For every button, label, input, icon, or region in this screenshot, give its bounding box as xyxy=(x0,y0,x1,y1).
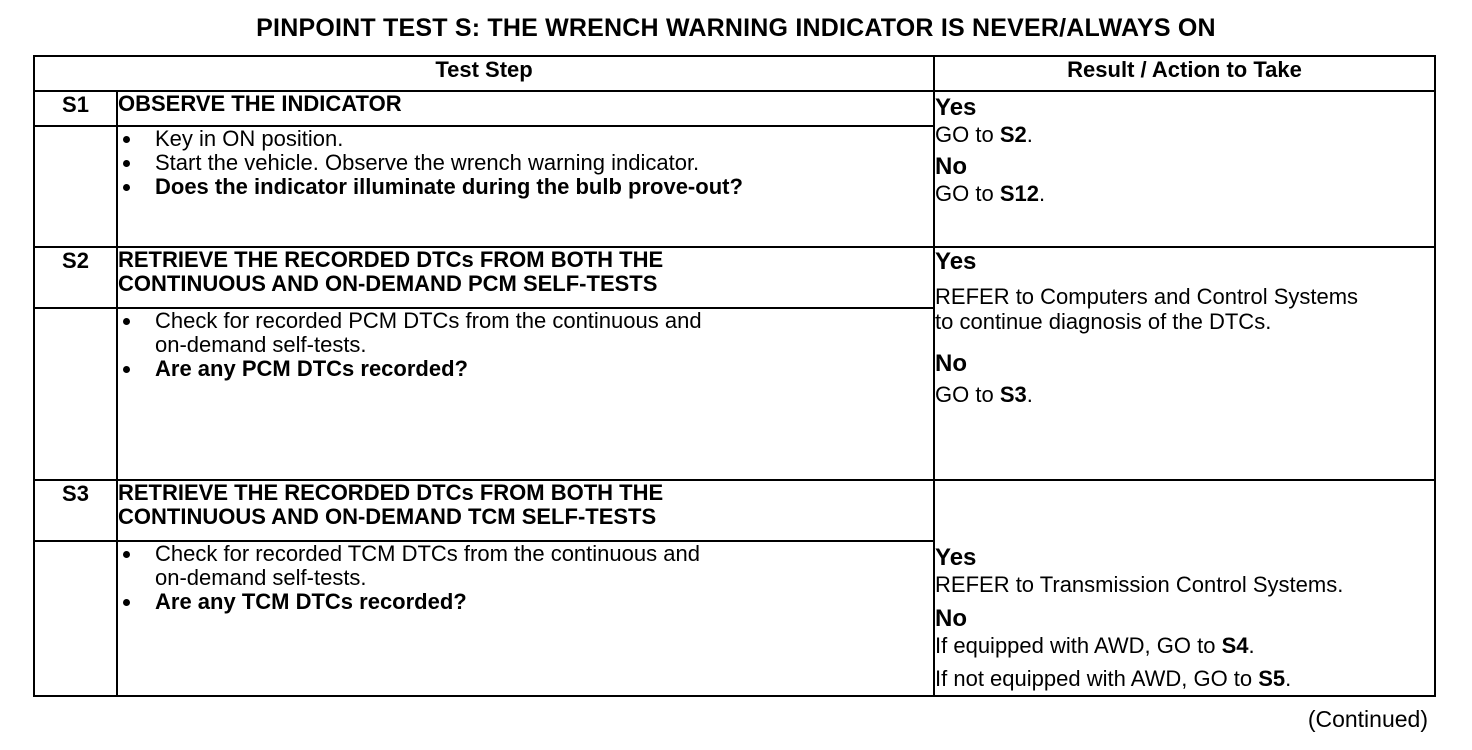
step-s1-title-row xyxy=(34,91,1435,126)
yes-label: Yes xyxy=(935,248,977,275)
bullet-item: Check for recorded TCM DTCs from the continuous and on-demand self-tests. xyxy=(118,542,933,590)
step-number-spacer xyxy=(34,126,117,247)
step-title-line: CONTINUOUS AND ON-DEMAND TCM SELF-TESTS xyxy=(118,504,657,529)
test-step-header: Test Step xyxy=(34,56,934,91)
yes-label: Yes xyxy=(935,544,977,571)
no-label: No xyxy=(935,153,968,180)
step-title xyxy=(117,480,934,541)
no-action: If not equipped with AWD, GO to S5. xyxy=(935,666,1292,691)
action-line: to continue diagnosis of the DTCs. xyxy=(935,309,1272,334)
step-ref: S5 xyxy=(1258,666,1286,691)
bullet-list xyxy=(118,309,933,381)
step-ref: S2 xyxy=(999,122,1027,147)
pinpoint-test-table xyxy=(33,55,1436,697)
bullet-item: Start the vehicle. Observe the wrench warning indicator. xyxy=(118,151,933,175)
step-number-spacer xyxy=(34,308,117,480)
page-title: PINPOINT TEST S: THE WRENCH WARNING INDICATOR IS NEVER/ALWAYS ON xyxy=(256,14,1216,42)
step-body xyxy=(117,126,934,247)
step-number: S3 xyxy=(34,480,117,541)
no-action: GO to S3. xyxy=(935,382,1033,407)
bullet-list xyxy=(118,127,933,199)
no-action: GO to S12. xyxy=(935,181,1046,206)
step-s2-title-row xyxy=(34,247,1435,308)
no-label: No xyxy=(935,350,968,377)
continued-note: (Continued) xyxy=(1307,706,1428,732)
step-s3-title-row xyxy=(34,480,1435,541)
step-s2-result xyxy=(934,247,1435,480)
yes-action xyxy=(935,284,1434,334)
step-title: OBSERVE THE INDICATOR xyxy=(117,91,934,126)
yes-label: Yes xyxy=(935,94,977,121)
step-title-line: RETRIEVE THE RECORDED DTCs FROM BOTH THE xyxy=(118,480,664,505)
step-body xyxy=(117,308,934,480)
no-label: No xyxy=(935,605,968,632)
step-title-line: CONTINUOUS AND ON-DEMAND PCM SELF-TESTS xyxy=(118,271,658,296)
step-s1-result xyxy=(934,91,1435,247)
step-title-line: RETRIEVE THE RECORDED DTCs FROM BOTH THE xyxy=(118,247,664,272)
yes-action: GO to S2. xyxy=(935,122,1033,147)
question-item: Are any PCM DTCs recorded? xyxy=(118,357,933,381)
step-ref: S12 xyxy=(999,181,1039,206)
yes-action: REFER to Transmission Control Systems. xyxy=(935,572,1344,597)
step-number: S1 xyxy=(34,91,117,126)
step-number: S2 xyxy=(34,247,117,308)
bullet-item: Check for recorded PCM DTCs from the continuous and on-demand self-tests. xyxy=(118,309,933,357)
question-item: Are any TCM DTCs recorded? xyxy=(118,590,933,614)
step-title xyxy=(117,247,934,308)
table-header-row xyxy=(34,56,1435,91)
action-line: REFER to Computers and Control Systems xyxy=(935,284,1359,309)
step-ref: S4 xyxy=(1221,633,1249,658)
result-header: Result / Action to Take xyxy=(934,56,1435,91)
step-number-spacer xyxy=(34,541,117,696)
no-action: If equipped with AWD, GO to S4. xyxy=(935,633,1255,658)
step-s3-result xyxy=(934,480,1435,696)
step-ref: S3 xyxy=(999,382,1027,407)
bullet-item: Key in ON position. xyxy=(118,127,933,151)
question-item: Does the indicator illuminate during the bulb prove-out? xyxy=(118,175,933,199)
bullet-list xyxy=(118,542,933,614)
step-body xyxy=(117,541,934,696)
